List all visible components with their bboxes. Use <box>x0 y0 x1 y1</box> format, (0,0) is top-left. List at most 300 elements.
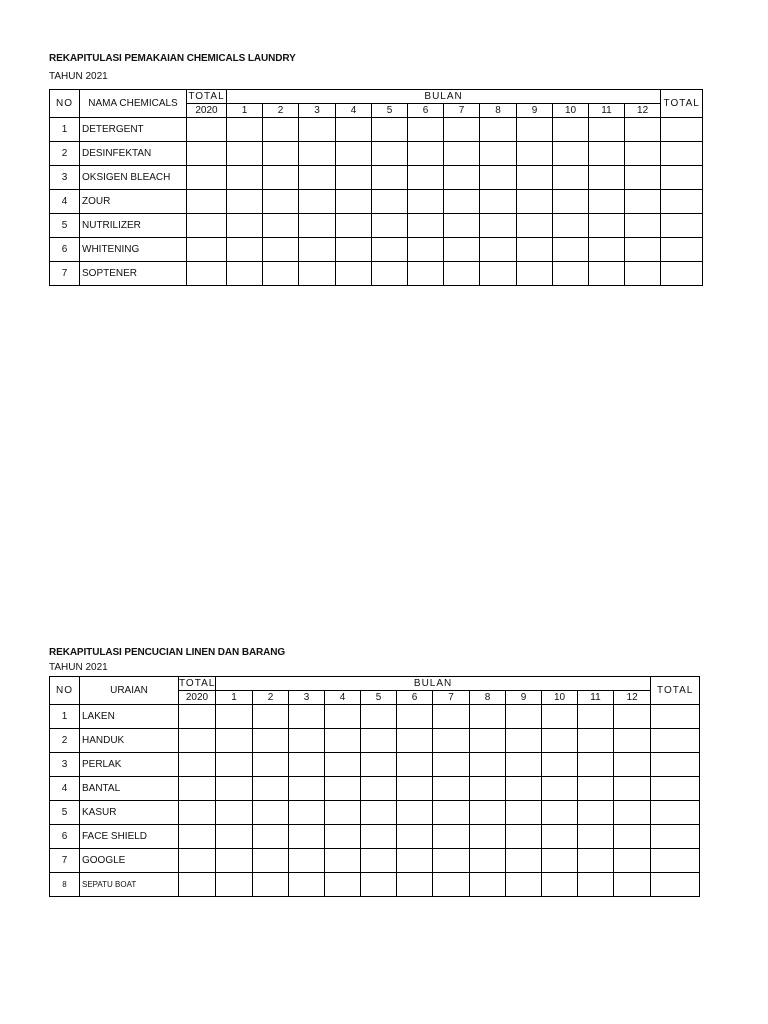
header-month: 10 <box>542 691 578 705</box>
empty-cell <box>299 190 336 214</box>
empty-cell <box>444 214 480 238</box>
empty-cell <box>506 801 542 825</box>
empty-cell <box>578 729 614 753</box>
empty-cell <box>433 825 470 849</box>
header-month: 7 <box>433 691 470 705</box>
empty-cell <box>216 705 253 729</box>
empty-cell <box>227 118 263 142</box>
empty-cell <box>361 801 397 825</box>
row-name: NUTRILIZER <box>80 214 187 238</box>
empty-cell <box>227 142 263 166</box>
table-row <box>50 190 703 214</box>
empty-cell <box>444 118 480 142</box>
header-month: 2 <box>263 104 299 118</box>
header-bulan: BULAN <box>216 677 651 691</box>
empty-cell <box>289 705 325 729</box>
empty-cell <box>444 166 480 190</box>
empty-cell <box>578 849 614 873</box>
empty-cell <box>408 190 444 214</box>
empty-cell <box>361 705 397 729</box>
empty-cell <box>517 262 553 286</box>
empty-cell <box>289 777 325 801</box>
table-row <box>50 238 703 262</box>
empty-cell <box>263 190 299 214</box>
table-row <box>50 142 703 166</box>
empty-cell <box>336 190 372 214</box>
header-month: 4 <box>325 691 361 705</box>
empty-cell <box>589 190 625 214</box>
row-name: OKSIGEN BLEACH <box>80 166 187 190</box>
linen-section <box>49 646 700 897</box>
empty-cell <box>253 825 289 849</box>
empty-cell <box>299 166 336 190</box>
row-number: 4 <box>50 777 80 801</box>
empty-cell <box>299 118 336 142</box>
table-row <box>50 705 700 729</box>
empty-cell <box>625 118 661 142</box>
empty-cell <box>542 825 578 849</box>
empty-cell <box>187 262 227 286</box>
empty-cell <box>614 777 651 801</box>
linen-table <box>49 676 700 897</box>
empty-cell <box>661 166 703 190</box>
empty-cell <box>336 238 372 262</box>
header-total: TOTAL <box>651 677 700 705</box>
row-number: 3 <box>50 166 80 190</box>
empty-cell <box>216 825 253 849</box>
header-month: 1 <box>227 104 263 118</box>
table-row <box>50 801 700 825</box>
row-name: BANTAL <box>80 777 179 801</box>
row-name: SOPTENER <box>80 262 187 286</box>
table-row <box>50 825 700 849</box>
header-name: NAMA CHEMICALS <box>80 90 187 118</box>
empty-cell <box>470 849 506 873</box>
row-number: 7 <box>50 849 80 873</box>
empty-cell <box>578 753 614 777</box>
row-number: 1 <box>50 705 80 729</box>
empty-cell <box>651 801 700 825</box>
empty-cell <box>542 777 578 801</box>
row-name: ZOUR <box>80 190 187 214</box>
empty-cell <box>553 142 589 166</box>
row-number: 2 <box>50 729 80 753</box>
empty-cell <box>253 777 289 801</box>
empty-cell <box>553 118 589 142</box>
empty-cell <box>480 214 517 238</box>
empty-cell <box>289 849 325 873</box>
empty-cell <box>589 166 625 190</box>
empty-cell <box>216 801 253 825</box>
empty-cell <box>299 238 336 262</box>
empty-cell <box>589 262 625 286</box>
empty-cell <box>614 729 651 753</box>
empty-cell <box>336 262 372 286</box>
empty-cell <box>433 729 470 753</box>
row-number: 5 <box>50 801 80 825</box>
empty-cell <box>614 801 651 825</box>
header-month: 1 <box>216 691 253 705</box>
empty-cell <box>372 142 408 166</box>
empty-cell <box>336 214 372 238</box>
empty-cell <box>187 142 227 166</box>
empty-cell <box>614 705 651 729</box>
empty-cell <box>517 118 553 142</box>
empty-cell <box>542 873 578 897</box>
row-name: HANDUK <box>80 729 179 753</box>
empty-cell <box>179 801 216 825</box>
header-month: 9 <box>517 104 553 118</box>
empty-cell <box>263 214 299 238</box>
empty-cell <box>480 142 517 166</box>
empty-cell <box>325 825 361 849</box>
empty-cell <box>480 190 517 214</box>
empty-cell <box>263 262 299 286</box>
empty-cell <box>517 142 553 166</box>
empty-cell <box>651 729 700 753</box>
row-name: PERLAK <box>80 753 179 777</box>
header-month: 3 <box>299 104 336 118</box>
row-number: 6 <box>50 825 80 849</box>
empty-cell <box>325 849 361 873</box>
empty-cell <box>444 190 480 214</box>
empty-cell <box>651 753 700 777</box>
empty-cell <box>517 238 553 262</box>
header-month: 8 <box>480 104 517 118</box>
empty-cell <box>372 118 408 142</box>
empty-cell <box>625 262 661 286</box>
header-total: TOTAL <box>661 90 703 118</box>
empty-cell <box>444 142 480 166</box>
empty-cell <box>253 849 289 873</box>
empty-cell <box>661 142 703 166</box>
header-month: 10 <box>553 104 589 118</box>
empty-cell <box>325 801 361 825</box>
empty-cell <box>187 166 227 190</box>
empty-cell <box>289 801 325 825</box>
empty-cell <box>661 190 703 214</box>
chemicals-body <box>50 118 703 286</box>
empty-cell <box>661 262 703 286</box>
empty-cell <box>361 777 397 801</box>
empty-cell <box>179 873 216 897</box>
empty-cell <box>470 753 506 777</box>
header-no: NO <box>50 90 80 118</box>
empty-cell <box>397 849 433 873</box>
table-row <box>50 753 700 777</box>
empty-cell <box>433 705 470 729</box>
table-row <box>50 262 703 286</box>
empty-cell <box>263 238 299 262</box>
empty-cell <box>336 142 372 166</box>
empty-cell <box>299 262 336 286</box>
empty-cell <box>336 166 372 190</box>
empty-cell <box>361 873 397 897</box>
empty-cell <box>227 262 263 286</box>
empty-cell <box>433 873 470 897</box>
empty-cell <box>480 166 517 190</box>
empty-cell <box>325 729 361 753</box>
empty-cell <box>179 825 216 849</box>
empty-cell <box>589 238 625 262</box>
empty-cell <box>661 118 703 142</box>
header-month: 6 <box>408 104 444 118</box>
row-name: DETERGENT <box>80 118 187 142</box>
empty-cell <box>651 849 700 873</box>
chemicals-section <box>49 52 703 286</box>
empty-cell <box>651 705 700 729</box>
header-month: 5 <box>361 691 397 705</box>
empty-cell <box>470 705 506 729</box>
empty-cell <box>187 214 227 238</box>
empty-cell <box>506 873 542 897</box>
empty-cell <box>253 873 289 897</box>
row-name: SEPATU BOAT <box>80 873 179 897</box>
empty-cell <box>397 753 433 777</box>
empty-cell <box>553 190 589 214</box>
empty-cell <box>506 729 542 753</box>
empty-cell <box>179 849 216 873</box>
empty-cell <box>216 873 253 897</box>
table-row <box>50 729 700 753</box>
empty-cell <box>299 214 336 238</box>
empty-cell <box>216 777 253 801</box>
empty-cell <box>372 238 408 262</box>
empty-cell <box>506 753 542 777</box>
header-no: NO <box>50 677 80 705</box>
empty-cell <box>578 777 614 801</box>
empty-cell <box>506 705 542 729</box>
empty-cell <box>227 190 263 214</box>
empty-cell <box>187 118 227 142</box>
empty-cell <box>480 238 517 262</box>
row-number: 1 <box>50 118 80 142</box>
empty-cell <box>444 238 480 262</box>
row-number: 4 <box>50 190 80 214</box>
header-total-prev: TOTAL <box>179 677 216 689</box>
empty-cell <box>408 214 444 238</box>
empty-cell <box>361 729 397 753</box>
empty-cell <box>661 214 703 238</box>
header-month: 12 <box>625 104 661 118</box>
empty-cell <box>397 873 433 897</box>
empty-cell <box>227 214 263 238</box>
empty-cell <box>289 825 325 849</box>
linen-body <box>50 705 700 897</box>
row-name: FACE SHIELD <box>80 825 179 849</box>
empty-cell <box>372 214 408 238</box>
empty-cell <box>470 873 506 897</box>
empty-cell <box>263 142 299 166</box>
row-number: 5 <box>50 214 80 238</box>
empty-cell <box>625 166 661 190</box>
empty-cell <box>625 238 661 262</box>
empty-cell <box>651 777 700 801</box>
row-name: LAKEN <box>80 705 179 729</box>
empty-cell <box>578 705 614 729</box>
header-month: 2 <box>253 691 289 705</box>
empty-cell <box>397 825 433 849</box>
empty-cell <box>179 705 216 729</box>
empty-cell <box>517 166 553 190</box>
empty-cell <box>480 118 517 142</box>
empty-cell <box>661 238 703 262</box>
empty-cell <box>408 262 444 286</box>
empty-cell <box>470 777 506 801</box>
empty-cell <box>614 753 651 777</box>
row-name: WHITENING <box>80 238 187 262</box>
empty-cell <box>325 753 361 777</box>
row-number: 3 <box>50 753 80 777</box>
row-number: 2 <box>50 142 80 166</box>
empty-cell <box>372 262 408 286</box>
empty-cell <box>397 777 433 801</box>
empty-cell <box>614 825 651 849</box>
empty-cell <box>179 777 216 801</box>
table-row <box>50 777 700 801</box>
empty-cell <box>506 777 542 801</box>
empty-cell <box>542 729 578 753</box>
header-month: 5 <box>372 104 408 118</box>
empty-cell <box>263 118 299 142</box>
empty-cell <box>361 849 397 873</box>
header-month: 3 <box>289 691 325 705</box>
empty-cell <box>625 214 661 238</box>
empty-cell <box>325 873 361 897</box>
empty-cell <box>372 190 408 214</box>
header-year: 2020 <box>187 104 227 118</box>
empty-cell <box>289 873 325 897</box>
header-month: 4 <box>336 104 372 118</box>
empty-cell <box>227 238 263 262</box>
chemicals-title: REKAPITULASI PEMAKAIAN CHEMICALS LAUNDRY <box>49 53 296 64</box>
empty-cell <box>216 753 253 777</box>
empty-cell <box>651 825 700 849</box>
empty-cell <box>253 753 289 777</box>
empty-cell <box>361 825 397 849</box>
header-total-prev: TOTAL <box>188 90 225 102</box>
table-row <box>50 873 700 897</box>
empty-cell <box>589 214 625 238</box>
row-number: 6 <box>50 238 80 262</box>
empty-cell <box>506 849 542 873</box>
empty-cell <box>227 166 263 190</box>
table-row <box>50 214 703 238</box>
empty-cell <box>553 238 589 262</box>
empty-cell <box>578 801 614 825</box>
empty-cell <box>651 873 700 897</box>
row-name: GOOGLE <box>80 849 179 873</box>
empty-cell <box>553 262 589 286</box>
header-month: 6 <box>397 691 433 705</box>
empty-cell <box>625 190 661 214</box>
chemicals-table <box>49 89 703 286</box>
empty-cell <box>263 166 299 190</box>
empty-cell <box>433 753 470 777</box>
empty-cell <box>444 262 480 286</box>
header-month: 7 <box>444 104 480 118</box>
empty-cell <box>470 801 506 825</box>
empty-cell <box>542 753 578 777</box>
empty-cell <box>517 190 553 214</box>
empty-cell <box>325 705 361 729</box>
empty-cell <box>408 238 444 262</box>
empty-cell <box>506 825 542 849</box>
table-row <box>50 118 703 142</box>
empty-cell <box>397 801 433 825</box>
empty-cell <box>408 118 444 142</box>
empty-cell <box>408 142 444 166</box>
row-name: DESINFEKTAN <box>80 142 187 166</box>
empty-cell <box>397 729 433 753</box>
empty-cell <box>253 705 289 729</box>
row-name: KASUR <box>80 801 179 825</box>
linen-year: TAHUN 2021 <box>49 662 108 673</box>
empty-cell <box>433 801 470 825</box>
empty-cell <box>216 849 253 873</box>
empty-cell <box>187 238 227 262</box>
empty-cell <box>480 262 517 286</box>
empty-cell <box>372 166 408 190</box>
empty-cell <box>253 801 289 825</box>
empty-cell <box>589 118 625 142</box>
empty-cell <box>179 753 216 777</box>
empty-cell <box>578 825 614 849</box>
header-name: URAIAN <box>80 677 179 705</box>
empty-cell <box>336 118 372 142</box>
empty-cell <box>325 777 361 801</box>
empty-cell <box>625 142 661 166</box>
chemicals-year: TAHUN 2021 <box>49 71 108 82</box>
empty-cell <box>589 142 625 166</box>
row-number: 8 <box>50 873 80 897</box>
empty-cell <box>289 729 325 753</box>
header-month: 8 <box>470 691 506 705</box>
empty-cell <box>614 849 651 873</box>
empty-cell <box>542 849 578 873</box>
empty-cell <box>216 729 253 753</box>
header-month: 11 <box>578 691 614 705</box>
table-row <box>50 849 700 873</box>
header-year: 2020 <box>179 691 216 705</box>
empty-cell <box>553 214 589 238</box>
empty-cell <box>397 705 433 729</box>
empty-cell <box>179 729 216 753</box>
empty-cell <box>408 166 444 190</box>
empty-cell <box>542 801 578 825</box>
table-row <box>50 166 703 190</box>
empty-cell <box>578 873 614 897</box>
empty-cell <box>187 190 227 214</box>
empty-cell <box>289 753 325 777</box>
empty-cell <box>470 729 506 753</box>
empty-cell <box>299 142 336 166</box>
linen-title: REKAPITULASI PENCUCIAN LINEN DAN BARANG <box>49 647 286 658</box>
empty-cell <box>253 729 289 753</box>
empty-cell <box>542 705 578 729</box>
empty-cell <box>553 166 589 190</box>
header-month: 12 <box>614 691 651 705</box>
empty-cell <box>361 753 397 777</box>
header-month: 9 <box>506 691 542 705</box>
row-number: 7 <box>50 262 80 286</box>
header-month: 11 <box>589 104 625 118</box>
empty-cell <box>433 849 470 873</box>
empty-cell <box>517 214 553 238</box>
empty-cell <box>470 825 506 849</box>
header-bulan: BULAN <box>227 90 661 104</box>
empty-cell <box>614 873 651 897</box>
